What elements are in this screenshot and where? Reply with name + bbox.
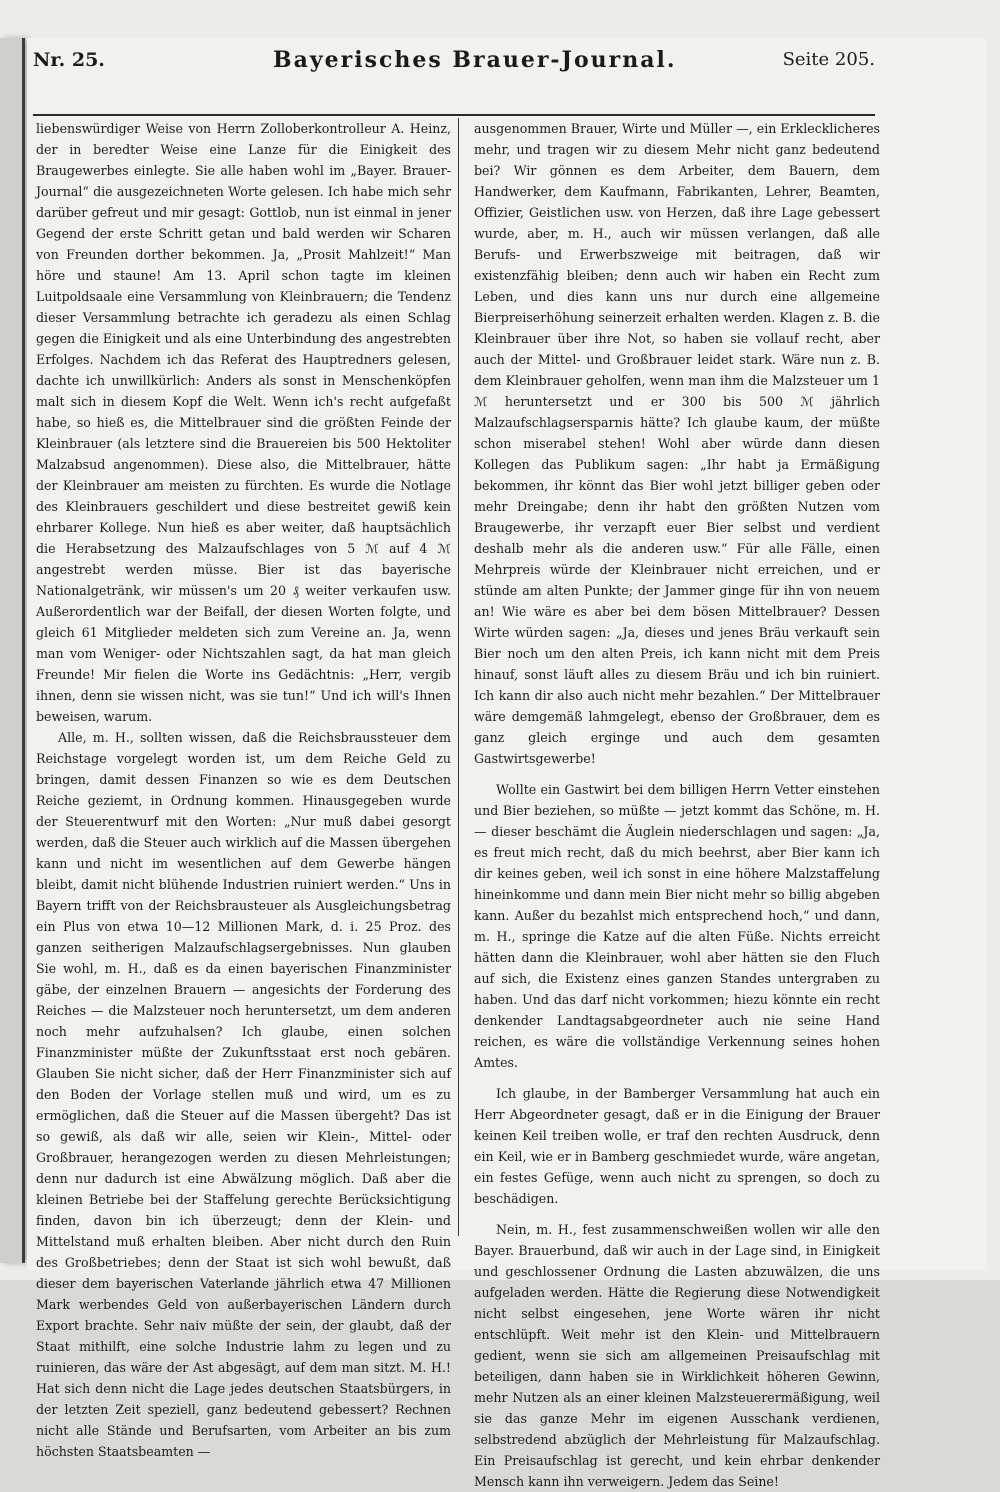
paragraph: Nein, m. H., fest zusammenschweißen wollen wir alle den Bayer. Brauerbund, daß wir auch in der Lage sind, in Einigkeit und geschlossener Ordnung die Lasten abzuwälzen, die uns aufgeladen werden. Hätte die Regierung diese Notwendigkeit nicht selbst eingesehen, jene Worte wären ihr nicht entschlüpft. Weit mehr ist den Klein- und Mittelbrauern gedient, wenn sie sich am allgemeinen Preisaufschlag mit beteiligen, dann haben sie in Wirklichkeit höheren Gewinn, mehr Nutzen als an einer kleinen Malzsteuerermäßigung, weil sie das ganze Mehr im eigenen Ausschank verdienen, selbstredend abzüglich der Mehrleistung für Malzaufschlag. Ein Preisaufschlag ist gerecht, und kein ehrbar denkender Mensch kann ihn verweigern. Jedem das Seine!: [474, 1222, 880, 1489]
issue-number: Nr. 25.: [33, 49, 105, 71]
paragraph: Ich glaube, in der Bamberger Versammlung hat auch ein Herr Abgeordneter gesagt, daß er in die Einigung der Brauer keinen Keil treiben wolle, er traf den rechten Ausdruck, denn ein Keil, wie er in Bamberg geschmiedet wurde, wäre angetan, ein festes Gefüge, wenn auch nicht zu sprengen, so doch zu beschädigen.: [474, 1086, 880, 1206]
paragraph: Wollte ein Gastwirt bei dem billigen Herrn Vetter einstehen und Bier beziehen, so müßte — jetzt kommt das Schöne, m. H. — dieser beschämt die Äuglein niederschlagen und sagen: „Ja, es freut mich recht, daß du mich beehrst, aber Bier kann ich dir keines geben, weil ich sonst in eine höhere Malzstaffelung hineinkomme und dann mein Bier nicht mehr so billig abgeben kann. Außer du bezahlst mich entsprechend hoch,“ und dann, m. H., springe die Katze auf die alten Füße. Nichts erreicht hätten dann die Kleinbrauer, wohl aber hätten sie den Fluch auf sich, die Existenz eines ganzen Standes untergraben zu haben. Und das darf nicht vorkommen; hiezu könnte ein recht denkender Landtagsabgeordneter auch nie seine Hand reichen, es wäre die vollständige Verkennung seines hohen Amtes.: [474, 782, 880, 1070]
paragraph: Alle, m. H., sollten wissen, daß die Reichsbraussteuer dem Reichstage vorgelegt worden ist, um dem Reiche Geld zu bringen, damit dessen Finanzen so wie es dem Deutschen Reiche geziemt, in Ordnung kommen. Hinausgegeben wurde der Steuerentwurf mit den Worten: „Nur muß dabei gesorgt werden, daß die Steuer auch wirklich auf die Massen übergehen kann und nicht im wesentlichen auf dem Gewerbe hängen bleibt, damit nicht blühende Industrien ruiniert werden.“ Uns in Bayern trifft von der Reichsbrausteuer als Ausgleichungsbetrag ein Plus von etwa 10—12 Millionen Mark, d. i. 25 Proz. des ganzen seitherigen Malzaufschlagsergebnisses. Nun glauben Sie wohl, m. H., daß es da einen bayerischen Finanzminister gäbe, der einzelnen Brauern — angesichts der Forderung des Reiches — die Malzsteuer noch heruntersetzt, um dem anderen noch mehr aufzuhalsen? Ich glaube, einen solchen Finanzminister müßte der Zukunftsstaat erst noch gebären. Glauben Sie nicht sicher, daß der Herr Finanzminister sich auf den Boden der Vorlage stellen muß und wird, um es zu ermöglichen, daß die Steuer auf die Massen übergeht? Das ist so gewiß, als daß wir alle, seien wir Klein-, Mittel- oder Großbrauer, herangezogen werden zu diesen Mehrleistungen; denn nur dadurch ist eine Abwälzung möglich. Daß aber die kleinen Betriebe bei der Staffelung gerechte Berücksichtigung finden, davon bin ich überzeugt; denn der Klein- und Mittelstand muß erhalten bleiben. Aber nicht durch den Ruin des Großbetriebes; denn der Staat ist sich wohl bewußt, daß dieser dem bayerischen Vaterlande jährlich etwa 47 Millionen Mark werbendes Geld von außerbayerischen Ländern durch Export brachte. Sehr naiv müßte der sein, der glaubt, daß der Staat mithilft, eine solche Industrie lahm zu legen und zu ruinieren, das wäre der Ast abgesägt, auf dem man sitzt. M. H.! Hat sich denn nicht die Lage jedes deutschen Staatsbürgers, in der letzten Zeit speziell, ganz bedeutend gebessert? Rechnen nicht alle Stände und Berufsarten, vom Arbeiter an bis zum höchsten Staatsbeamten —: [36, 730, 451, 1459]
column-divider: [458, 118, 459, 1236]
paragraph: ausgenommen Brauer, Wirte und Müller —, ein Erklecklicheres mehr, und tragen wir zu diesem Mehr nicht ganz bedeutend bei? Wir gönnen es dem Arbeiter, dem Bauern, dem Handwerker, dem Kaufmann, Fabrikanten, Lehrer, Beamten, Offizier, Geistlichen usw. von Herzen, daß ihre Lage gebessert wurde, aber, m. H., auch wir müssen verlangen, daß alle Berufs- und Erwerbszweige mit beitragen, daß wir existenzfähig bleiben; denn auch wir haben ein Recht zum Leben, und dies kann uns nur durch eine allgemeine Bierpreiserhöhung seinerzeit erhalten werden. Klagen z. B. die Kleinbrauer über ihre Not, so haben sie vollauf recht, aber auch der Mittel- und Großbrauer leidet stark. Wäre nun z. B. dem Kleinbrauer geholfen, wenn man ihm die Malzsteuer um 1 ℳ heruntersetzt und er 300 bis 500 ℳ jährlich Malzaufschlagsersparnis hätte? Ich glaube kaum, der müßte schon miserabel stehen! Wohl aber würde dann diesen Kollegen das Publikum sagen: „Ihr habt ja Ermäßigung bekommen, ihr könnt das Bier wohl jetzt billiger geben oder mehr Dreingabe; denn ihr habt den größten Nutzen vom Braugewerbe, ihr verzapft euer Bier selbst und verdient deshalb mehr als die anderen usw.“ Für alle Fälle, einen Mehrpreis würde der Kleinbrauer nicht erreichen, und er stünde am alten Punkte; der Jammer ginge für ihn von neuem an! Wie wäre es aber bei dem bösen Mittelbrauer? Dessen Wirte würden sagen: „Ja, dieses und jenes Bräu verkauft sein Bier noch um den alten Preis, ich kann nicht mit dem Preis hinauf, sonst läuft alles zu diesem Bräu und ich bin ruiniert. Ich kann dir also auch nicht mehr bezahlen.“ Der Mittelbrauer wäre demgemäß lahmgelegt, ebenso der Großbrauer, dem es ganz gleich erginge und auch dem gesamten Gastwirtsgewerbe!: [474, 121, 880, 766]
right-column: [474, 118, 880, 1492]
header-rule: [33, 114, 875, 116]
page-number: Seite 205.: [782, 49, 875, 70]
journal-title: Bayerisches Brauer-Journal.: [273, 47, 677, 73]
page-header: [33, 49, 875, 73]
previous-page-edge: [0, 38, 25, 1263]
paragraph: liebenswürdiger Weise von Herrn Zolloberkontrolleur A. Heinz, der in beredter Weise eine Lanze für die Einigkeit des Braugewerbes einlegte. Sie alle haben wohl im „Bayer. Brauer-Journal“ die ausgezeichneten Worte gelesen. Ich habe mich sehr darüber gefreut und mir gesagt: Gottlob, nun ist einmal in jener Gegend der erste Schritt getan und bald werden wir Scharen von Freunden dorther bekommen. Ja, „Prosit Mahlzeit!“ Man höre und staune! Am 13. April schon tagte im kleinen Luitpoldsaale eine Versammlung von Kleinbrauern; die Tendenz dieser Versammlung betrachte ich geradezu als einen Schlag gegen die Einigkeit und als eine Unterbindung des angestrebten Erfolges. Nachdem ich das Referat des Hauptredners gelesen, dachte ich unwillkürlich: Anders als sonst in Menschenköpfen malt sich in diesem Kopf die Welt. Wenn ich's recht aufgefaßt habe, so hieß es, die Mittelbrauer sind die größten Feinde der Kleinbrauer (als letztere sind die Brauereien bis 500 Hektoliter Malzabsud angenommen). Diese also, die Mittelbrauer, hätte der Kleinbrauer am meisten zu fürchten. Es wurde die Notlage des Kleinbrauers geschildert und diese bestreitet gewiß kein ehrbarer Kollege. Nun hieß es aber weiter, daß hauptsächlich die Herabsetzung des Malzaufschlages von 5 ℳ auf 4 ℳ angestrebt werden müsse. Bier ist das bayerische Nationalgetränk, wir müssen's um 20 ₰ weiter verkaufen usw. Außerordentlich war der Beifall, der diesen Worten folgte, und gleich 61 Mitglieder meldeten sich zum Vereine an. Ja, wenn man vom Weniger- oder Nichtszahlen sagt, da hat man gleich Freunde! Mir fielen die Worte ins Gedächtnis: „Herr, vergib ihnen, denn sie wissen nicht, was sie tun!“ Und ich will's Ihnen beweisen, warum.: [36, 121, 451, 724]
left-column: [36, 118, 451, 1462]
